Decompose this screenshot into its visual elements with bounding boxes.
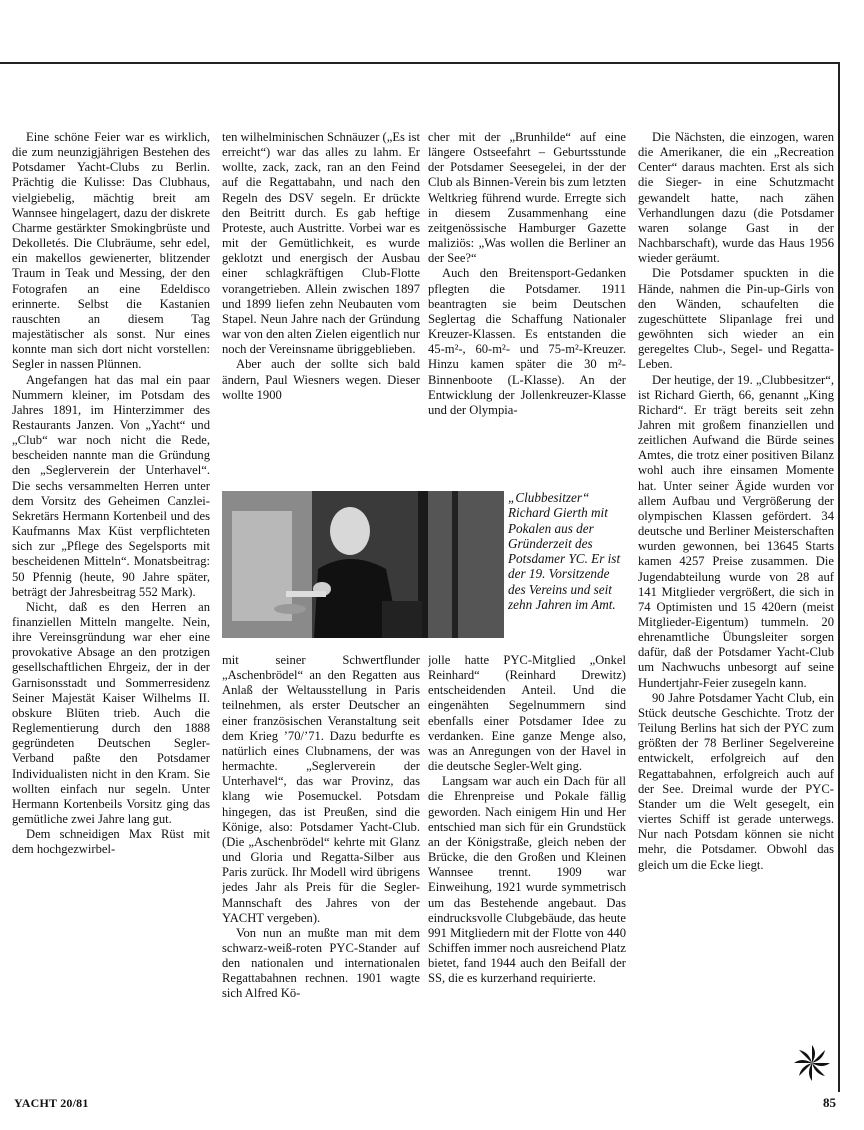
paragraph: Auch den Breitensport-Gedanken pflegten die Potsdamer. 1911 beantragten sie beim Deutschen Seglertag die Schaffung Nationaler Kreuzer-Klassen. Es entstanden die 45-m²-, 60-m²- und 75-m²-Kreuzer. Hinzu kamen später die 30 m²-Binnenboote (L-Klasse). An der Entwicklung der Jollenkreuzer-Klasse und der Olympia- bbox=[428, 266, 626, 417]
paragraph: Aber auch der sollte sich bald ändern, Paul Wiesners wegen. Dieser wollte 1900 bbox=[222, 357, 420, 402]
paragraph: Der heutige, der 19. „Clubbesitzer“, ist Richard Gierth, 66, genannt „King Richard“. Er trägt bereits seit zehn Jahren mit großem finanziellen und zeitlichen Aufwand die Bürde seines Amtes, die trotz einer positiven Bilanz wohl auch ihre einsamen Momente hat. Unter seiner Ägide wurden vor allem Aufbau und Vergrößerung der olympischen Klassen gefördert. 34 deutsche und Berliner Meisterschaften wurden gewonnen, bei 13645 Starts kamen 4257 Preise zusammen. Die Jugendabteilung wurde von 28 auf 141 Mitglieder vergrößert, die sich in 74 Optimisten und 15 420ern (meist Mitglieder-Eigentum) tummeln. 20 ehrenamtliche Übungsleiter sorgen dafür, daß der Potsdamer Yacht-Club um Nachwuchs unbesorgt auf seine Hundertjahr-Feier zusegeln kann. bbox=[638, 372, 834, 690]
paragraph: Von nun an mußte man mit dem schwarz-weiß-roten PYC-Stander auf den nationalen und internationalen Regattabahnen rechnen. 1901 wagte sich Alfred Kö- bbox=[222, 925, 420, 1001]
text-column-3-top bbox=[428, 130, 626, 485]
magazine-issue: YACHT 20/81 bbox=[14, 1096, 89, 1110]
text-column-2-top bbox=[222, 130, 420, 485]
paragraph: jolle hatte PYC-Mitglied „Onkel Reinhard“ (Reinhard Drewitz) entscheidenden Anteil. Und die eingenähten Segelnummern sind ebenfalls einer Potsdamer Idee zu verdanken. Eine ganze Menge also, was an Anregungen von der Havel in die deutsche Segler-Welt ging. bbox=[428, 653, 626, 774]
paragraph: 90 Jahre Potsdamer Yacht Club, ein Stück deutsche Geschichte. Trotz der Teilung Berlins hat sich der PYC zum größten der 78 Berliner Segelvereine entwickelt, erfolgreich auf den Regattabahnen, erfolgreich auch auf der See. Dreimal wurde der PYC-Stander um die Welt gesegelt, ein viertes Schiff ist gerade unterwegs. Nur nach Potsdam können sie nicht mehr, die Potsdamer. Obwohl das gleich um die Ecke liegt. bbox=[638, 690, 834, 872]
text-column-3-bottom bbox=[428, 653, 626, 1100]
paragraph: Langsam war auch ein Dach für all die Ehrenpreise und Pokale fällig geworden. Nach einigem Hin und Her entschied man sich für ein Grundstück an der Königstraße, gleich neben der Brücke, die den Großen und Kleinen Wannsee trennt. 1909 war Einweihung, 1921 wurde symmetrisch um das Bestehende angebaut. Das eindrucksvolle Clubgebäude, das heute 991 Mitgliedern mit der Flotte von 440 Schiffen immer noch ausreichend Platz bietet, fand 1944 auch den Beifall der SS, die es kurzerhand requirierte. bbox=[428, 774, 626, 986]
paragraph: Nicht, daß es den Herren an finanziellen Mitteln mangelte. Nein, ihre Vereinsgründung war eher eine provokative Absage an den protzigen gesellschaftlichen Ehrgeiz, der in der Garnisonsstadt und Sommerresidenz Seiner Majestät Kaiser Wilhelms II. obskure Blüten trieb. Auch die Reglementierung durch den 1888 gegründeten Deutschen Segler-Verband paßte den Potsdamer Individualisten nicht in den Kram. Sie wollten einfach nur segeln. Unter Hermann Kortenbeils Vorsitz ging das gemütliche zwei Jahre lang gut. bbox=[12, 599, 210, 827]
text-column-2-bottom bbox=[222, 653, 420, 1100]
paragraph: Dem schneidigen Max Rüst mit dem hochgezwirbel- bbox=[12, 827, 210, 857]
top-rule bbox=[0, 62, 840, 64]
paragraph: cher mit der „Brunhilde“ auf eine längere Ostseefahrt – Geburtsstunde der Potsdamer Seesegelei, in der der Club als Binnen-Verein bis zum letzten Weltkrieg führend wurde. Erregte sich in diesem Zusammenhang eine zeitgenössische Hamburger Gazette maliziös: „Was wollen die Berliner an der See?“ bbox=[428, 130, 626, 266]
text-column-1 bbox=[12, 130, 210, 1100]
paragraph: Die Potsdamer spuckten in die Hände, nahmen die Pin-up-Girls von den Wänden, schaufelten die zugeschüttete Slipanlage frei und gewöhnten sich wieder an ein geregeltes Club-, Segel- und Regatta-Leben. bbox=[638, 266, 834, 372]
text-column-4 bbox=[638, 130, 834, 1100]
paragraph: ten wilhelminischen Schnäuzer („Es ist erreicht“) war das alles zu lahm. Er wollte, zack, zack, ran an den Feind auf die Regattabahn, und nach den Regeln des DSV segeln. Er drückte den Beitritt durch. Es gab heftige Proteste, auch Austritte. Vorbei war es mit der Gemütlichkeit, es wurde geklotzt und energisch der Ausbau einer schlagkräftigen Club-Flotte vorangetrieben. Allein zwischen 1897 und 1899 liefen zehn Neubauten vom Stapel. Neun Jahre nach der Gründung war von den alten Zielen eigentlich nur noch der Vereinsname übriggeblieben. bbox=[222, 130, 420, 357]
paragraph: Die Nächsten, die einzogen, waren die Amerikaner, die ein „Recreation Center“ daraus machten. Erst als sich die Sieger- in eine Schutzmacht gewandelt hatte, nach zähen Verhandlungen dazu (die Potsdamer waren solange Gast in der Nachbarschaft), wurde das Haus 1956 wieder geräumt. bbox=[638, 130, 834, 266]
paragraph: Angefangen hat das mal ein paar Nummern kleiner, im Potsdam des Jahres 1891, im Hinterzimmer des Restaurants Janzen. Von „Yacht“ und „Club“ war noch nicht die Rede, bescheiden nannte man die Gründung den „Seglerverein der Unterhavel“. Die sechs versammelten Herren unter dem Vorsitz des Geheimen Canzlei-Sekretärs Hermann Kortenbeil und des Kaufmanns Max Küst verpflichteten sich zur „Pflege des Segelsports mit bescheidenen Mitteln“. Monatsbeitrag: 50 Pfennig (heute, 90 Jahre später, beträgt der Jahresbeitrag 552 Mark). bbox=[12, 372, 210, 599]
end-mark-logo-icon bbox=[792, 1043, 832, 1083]
page-number: 85 bbox=[823, 1095, 836, 1110]
paragraph: mit seiner Schwertflunder „Aschenbrödel“ an den Regatten aus Anlaß der Weltausstellung in Paris teilnehmen, als erster Deutscher an einer französischen Veranstaltung seit dem Krieg ’70/’71. Dazu bedurfte es natürlich eines Clubnamens, der was hermachte. „Seglerverein der Unterhavel“, das war Provinz, das klang wie Posemuckel. Potsdam hingegen, das ist Preußen, sind die Könige, also: Potsdamer Yacht-Club. (Die „Aschenbrödel“ kehrte mit Glanz und Gloria und Regatta-Silber aus Paris zurück. Ihr Modell wird übrigens jedes Jahr als Preis für die Segler-Mannschaft des Jahres von der YACHT vergeben). bbox=[222, 653, 420, 925]
photo-caption: „Clubbesitzer“ Richard Gierth mit Pokalen aus der Gründerzeit des Potsdamer YC. Er ist der 19. Vorsitzende des Vereins und seit zehn Jahren im Amt. bbox=[508, 490, 621, 613]
right-rule bbox=[838, 62, 840, 1092]
club-president-photo bbox=[222, 491, 504, 638]
paragraph: Eine schöne Feier war es wirklich, die zum neunzigjährigen Bestehen des Potsdamer Yacht-Clubs zu Berlin. Prächtig die Kulisse: Das Clubhaus, vielgiebelig, mächtig breit am Wannsee hingelagert, dazu der diskrete Charme gestärkter Smokingbrüste und Dekolletés. Die Clubräume, sehr edel, ein makellos gewienerter, blitzender Traum in Teak und Messing, der den Fotografen an eine Edeldisco erinnerte. Selbst die Kastanien rauschten an diesem Tag majestätischer als sonst. Nur eines konnte man sich dort nicht vorstellen: Segler in nassen Plünnen. bbox=[12, 130, 210, 372]
